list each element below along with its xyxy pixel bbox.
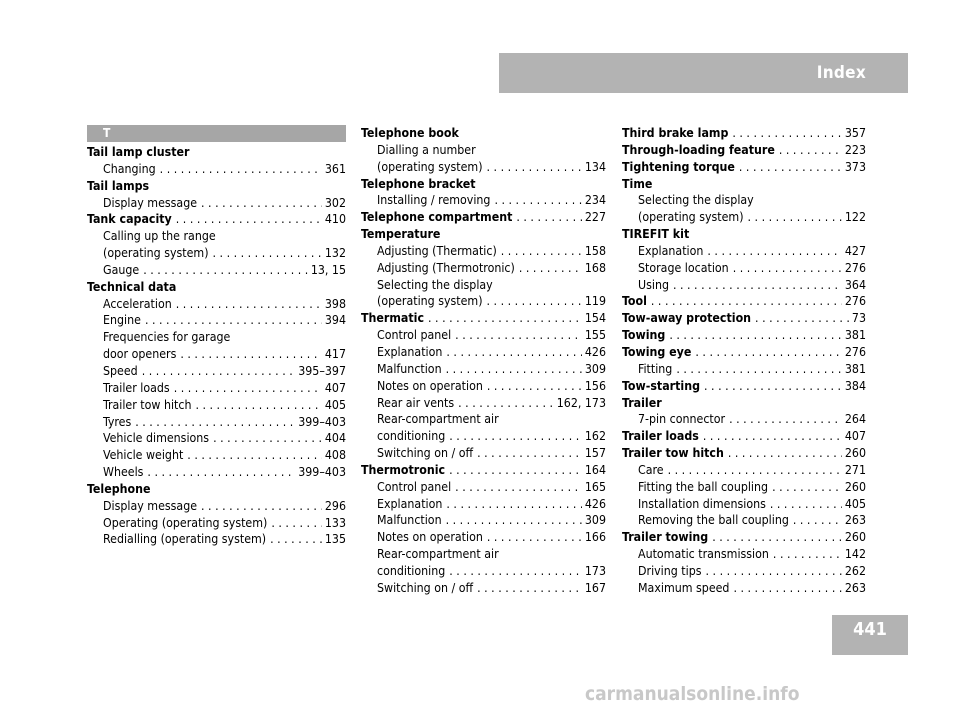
- index-entry: [361, 209, 606, 226]
- index-column-3: [622, 125, 866, 597]
- index-entry-page: 271: [844, 462, 866, 477]
- index-entry-page: 276: [844, 260, 866, 275]
- index-entry-page: 309: [584, 361, 606, 376]
- index-entry: [87, 414, 346, 431]
- leader-dots: [455, 327, 582, 344]
- index-entry-text: Tool: [622, 294, 647, 309]
- index-entry-text: Tank capacity: [87, 212, 172, 227]
- index-entry: [622, 310, 866, 327]
- leader-dots: [733, 580, 841, 597]
- index-entry: [622, 327, 866, 344]
- index-entry: [361, 496, 606, 513]
- index-entry: [622, 142, 866, 159]
- index-entry-text: (operating system): [377, 159, 483, 174]
- index-entry-page: 364: [844, 277, 866, 292]
- index-entry: [361, 125, 606, 142]
- index-entry-text: Installing / removing: [377, 193, 491, 208]
- leader-dots: [487, 293, 582, 310]
- leader-dots: [477, 580, 582, 597]
- index-entry-page: 135: [324, 532, 346, 547]
- leader-dots: [449, 462, 582, 479]
- index-entry: [361, 192, 606, 209]
- index-entry-text: Tail lamp cluster: [87, 145, 190, 159]
- index-entry: [87, 312, 346, 329]
- index-entry-text: (operating system): [638, 210, 744, 225]
- index-entry-page: 384: [844, 378, 866, 393]
- index-entry-text: Time: [622, 176, 653, 191]
- index-entry: [622, 546, 866, 563]
- index-entry: [622, 512, 866, 529]
- index-entry-page: 426: [584, 344, 606, 359]
- leader-dots: [213, 245, 322, 262]
- index-entry: [361, 546, 606, 563]
- index-entry: [622, 260, 866, 277]
- index-entry: [361, 176, 606, 193]
- index-entry-page: 426: [584, 496, 606, 511]
- index-entry-text: Vehicle dimensions: [103, 431, 210, 446]
- index-entry: [87, 447, 346, 464]
- index-entry-text: Storage location: [638, 260, 729, 275]
- index-entry: [87, 262, 346, 279]
- leader-dots: [779, 142, 842, 159]
- index-entry-page: 173: [584, 563, 606, 578]
- index-entry: [361, 310, 606, 327]
- index-entry-page: 158: [584, 243, 606, 258]
- index-entry: [361, 142, 606, 159]
- index-entry-page: 119: [584, 294, 606, 309]
- leader-dots: [668, 462, 842, 479]
- leader-dots: [733, 260, 842, 277]
- index-entry-text: Explanation: [377, 344, 443, 359]
- index-entry: [87, 245, 346, 262]
- index-entry: [622, 378, 866, 395]
- leader-dots: [271, 515, 322, 532]
- section-letter-bar: T: [87, 125, 346, 142]
- index-entry-text: (operating system): [377, 294, 483, 309]
- index-entry-text: Explanation: [377, 496, 443, 511]
- leader-dots: [732, 125, 842, 142]
- index-entry-text: Telephone compartment: [361, 210, 513, 225]
- index-entry-text: Speed: [103, 363, 138, 378]
- index-entry: [361, 327, 606, 344]
- index-entry-text: Removing the ball coupling: [638, 513, 789, 528]
- index-entry-text: Maximum speed: [638, 580, 730, 595]
- index-entry-page: 302: [324, 195, 346, 210]
- leader-dots: [180, 346, 322, 363]
- index-entry-page: 167: [584, 580, 606, 595]
- index-entry-page: 263: [844, 513, 866, 528]
- index-entry-page: 276: [844, 294, 866, 309]
- index-entry: [361, 159, 606, 176]
- index-entry: [622, 411, 866, 428]
- index-entry-text: Care: [638, 462, 664, 477]
- leader-dots: [519, 260, 582, 277]
- index-entry-text: Driving tips: [638, 563, 702, 578]
- leader-dots: [449, 563, 582, 580]
- index-entry: [87, 363, 346, 380]
- leader-dots: [176, 211, 322, 228]
- leader-dots: [772, 479, 842, 496]
- index-entry: [361, 277, 606, 294]
- leader-dots: [446, 496, 581, 513]
- index-entry: [361, 529, 606, 546]
- leader-dots: [676, 361, 842, 378]
- index-entry: [622, 192, 866, 209]
- index-entry: [622, 226, 866, 243]
- index-entry-page: 134: [584, 159, 606, 174]
- index-entry: [87, 296, 346, 313]
- index-entry-text: Third brake lamp: [622, 126, 729, 140]
- leader-dots: [673, 277, 842, 294]
- leader-dots: [477, 445, 582, 462]
- index-entry-page: 405: [324, 397, 346, 412]
- index-entry-page: 162: [584, 429, 606, 444]
- index-entry: [622, 395, 866, 412]
- index-entry: [361, 361, 606, 378]
- index-entry-page: 296: [324, 498, 346, 513]
- leader-dots: [773, 546, 842, 563]
- index-entry: [361, 411, 606, 428]
- leader-dots: [135, 414, 295, 431]
- leader-dots: [516, 209, 582, 226]
- index-entry-text: Towing eye: [622, 344, 692, 359]
- index-entry-text: Switching on / off: [377, 446, 474, 461]
- index-entry-page: 361: [324, 161, 346, 176]
- index-entry: [622, 496, 866, 513]
- index-entry: [361, 512, 606, 529]
- index-entry-text: Frequencies for garage: [103, 330, 231, 345]
- index-entry-text: door openers: [103, 347, 177, 362]
- leader-dots: [748, 209, 842, 226]
- index-entry-page: 154: [584, 311, 606, 326]
- index-entry: [87, 346, 346, 363]
- leader-dots: [213, 430, 322, 447]
- index-entry-text: Calling up the range: [103, 229, 216, 244]
- index-entry: [622, 361, 866, 378]
- index-entry-page: 399–403: [298, 414, 346, 429]
- leader-dots: [458, 395, 554, 412]
- index-entry-text: Fitting: [638, 361, 673, 376]
- index-entry-page: 133: [324, 515, 346, 530]
- index-entry-text: Selecting the display: [377, 277, 493, 292]
- index-entry-page: 399–403: [298, 465, 346, 480]
- index-entry-text: Trailer tow hitch: [103, 397, 192, 412]
- index-entry: [622, 462, 866, 479]
- page-number: 441: [853, 619, 887, 640]
- index-entry: [622, 125, 866, 142]
- index-entry-page: 404: [324, 431, 346, 446]
- index-entry-text: Technical data: [87, 279, 177, 294]
- index-entry: [87, 498, 346, 515]
- leader-dots: [147, 464, 295, 481]
- index-entry: [361, 243, 606, 260]
- index-entry-text: Telephone: [87, 481, 151, 496]
- index-entry-text: Notes on operation: [377, 378, 483, 393]
- index-entry-text: Malfunction: [377, 513, 442, 528]
- index-entry-text: Towing: [622, 328, 666, 343]
- index-entry-page: 73: [851, 311, 866, 326]
- index-entry-text: 7-pin connector: [638, 412, 726, 427]
- index-entry: [361, 563, 606, 580]
- leader-dots: [770, 496, 842, 513]
- index-entry-text: Trailer loads: [622, 429, 699, 444]
- index-entry-page: 407: [324, 380, 346, 395]
- index-entry-page: 132: [324, 246, 346, 261]
- leader-dots: [707, 243, 841, 260]
- leader-dots: [428, 310, 582, 327]
- index-entry: [622, 580, 866, 597]
- index-entry: [622, 445, 866, 462]
- index-entry: [622, 293, 866, 310]
- index-entry-text: Gauge: [103, 262, 140, 277]
- index-entry: [361, 479, 606, 496]
- index-entry-text: Rear-compartment air: [377, 547, 499, 562]
- index-entry-page: 381: [844, 361, 866, 376]
- index-entry-page: 157: [584, 446, 606, 461]
- leader-dots: [487, 378, 582, 395]
- leader-dots: [160, 161, 322, 178]
- index-entry: [87, 211, 346, 228]
- index-entry: [87, 481, 346, 498]
- index-entry-text: Thermatic: [361, 311, 425, 326]
- index-column-1: [87, 125, 346, 548]
- index-entry: [87, 178, 346, 195]
- index-entry-page: 168: [584, 260, 606, 275]
- index-entry-page: 381: [844, 328, 866, 343]
- index-entry: [87, 397, 346, 414]
- index-entry-text: Trailer loads: [103, 380, 170, 395]
- leader-dots: [651, 293, 842, 310]
- index-entry-page: 357: [844, 126, 866, 140]
- index-entry-text: Display message: [103, 498, 198, 513]
- index-entry: [87, 380, 346, 397]
- index-entry-text: TIREFIT kit: [622, 227, 690, 242]
- index-entry-page: 122: [844, 210, 866, 225]
- index-entry-page: 309: [584, 513, 606, 528]
- leader-dots: [176, 296, 322, 313]
- leader-dots: [174, 380, 322, 397]
- leader-dots: [728, 445, 842, 462]
- index-entry: [87, 228, 346, 245]
- leader-dots: [487, 529, 582, 546]
- index-entry: [622, 159, 866, 176]
- leader-dots: [449, 428, 582, 445]
- entry-list: [622, 125, 866, 597]
- index-entry-text: Acceleration: [103, 296, 172, 311]
- index-entry-page: 234: [584, 193, 606, 208]
- leader-dots: [669, 327, 842, 344]
- index-entry-text: Operating (operating system): [103, 515, 268, 530]
- index-entry-page: 373: [844, 159, 866, 174]
- index-entry-page: 410: [324, 212, 346, 227]
- index-entry-text: Rear-compartment air: [377, 412, 499, 427]
- index-entry-text: Changing: [103, 161, 156, 176]
- index-entry-text: Redialling (operating system): [103, 532, 267, 547]
- index-entry-page: 395–397: [298, 363, 346, 378]
- index-entry-page: 427: [844, 243, 866, 258]
- index-entry-text: Adjusting (Thermotronic): [377, 260, 515, 275]
- leader-dots: [187, 447, 322, 464]
- index-entry: [622, 479, 866, 496]
- leader-dots: [455, 479, 582, 496]
- index-entry-page: 227: [584, 210, 606, 225]
- leader-dots: [739, 159, 842, 176]
- index-entry: [622, 563, 866, 580]
- index-entry-text: Trailer tow hitch: [622, 446, 724, 461]
- index-entry-text: Switching on / off: [377, 580, 474, 595]
- index-entry-text: Fitting the ball coupling: [638, 479, 769, 494]
- index-entry-text: Using: [638, 277, 669, 292]
- index-entry-text: Control panel: [377, 328, 452, 343]
- leader-dots: [793, 512, 842, 529]
- index-entry-page: 264: [844, 412, 866, 427]
- index-entry-page: 223: [844, 142, 866, 157]
- index-entry-page: 398: [324, 296, 346, 311]
- index-entry-page: 13, 15: [310, 262, 346, 277]
- index-entry: [87, 531, 346, 548]
- index-entry-text: Through-loading feature: [622, 142, 775, 157]
- index-entry-text: Automatic transmission: [638, 547, 769, 562]
- index-entry: [87, 515, 346, 532]
- index-column-2: [361, 125, 606, 597]
- index-entry-page: 407: [844, 429, 866, 444]
- index-entry-page: 417: [324, 347, 346, 362]
- leader-dots: [703, 428, 842, 445]
- index-entry-text: Tow-starting: [622, 378, 701, 393]
- index-entry-page: 276: [844, 344, 866, 359]
- index-entry-text: (operating system): [103, 246, 209, 261]
- index-entry-page: 162, 173: [556, 395, 606, 410]
- index-entry: [622, 428, 866, 445]
- index-entry: [361, 260, 606, 277]
- index-entry: [622, 529, 866, 546]
- index-entry-page: 260: [844, 479, 866, 494]
- entry-list: [361, 125, 606, 597]
- index-entry-page: 263: [844, 580, 866, 595]
- page-number-box: [832, 615, 908, 655]
- index-entry-text: Dialling a number: [377, 142, 476, 157]
- index-entry-text: Malfunction: [377, 361, 442, 376]
- index-entry: [361, 226, 606, 243]
- leader-dots: [755, 310, 849, 327]
- leader-dots: [446, 512, 582, 529]
- leader-dots: [706, 563, 842, 580]
- leader-dots: [142, 363, 296, 380]
- index-entry-text: conditioning: [377, 429, 446, 444]
- index-entry-page: 156: [584, 378, 606, 393]
- index-entry-page: 155: [584, 328, 606, 343]
- index-entry-page: 260: [844, 530, 866, 545]
- index-entry: [622, 344, 866, 361]
- index-entry: [87, 464, 346, 481]
- index-entry-text: Telephone bracket: [361, 176, 476, 191]
- header-bar: [499, 53, 908, 93]
- index-entry: [87, 279, 346, 296]
- index-entry: [622, 243, 866, 260]
- index-entry: [361, 293, 606, 310]
- index-entry-text: Tyres: [103, 414, 132, 429]
- index-entry: [87, 329, 346, 346]
- index-entry-text: Engine: [103, 313, 141, 328]
- index-entry: [87, 430, 346, 447]
- index-entry: [87, 144, 346, 161]
- leader-dots: [695, 344, 841, 361]
- index-entry: [361, 428, 606, 445]
- leader-dots: [270, 531, 322, 548]
- leader-dots: [201, 498, 322, 515]
- index-entry-text: Explanation: [638, 243, 704, 258]
- index-entry-text: Wheels: [103, 465, 144, 480]
- index-entry-page: 166: [584, 530, 606, 545]
- index-entry-text: Thermotronic: [361, 462, 446, 477]
- index-entry-text: Trailer: [622, 395, 662, 410]
- index-entry: [361, 395, 606, 412]
- leader-dots: [145, 312, 322, 329]
- leader-dots: [494, 192, 581, 209]
- index-entry: [622, 176, 866, 193]
- index-entry-text: Temperature: [361, 227, 441, 242]
- index-entry-text: Installation dimensions: [638, 496, 766, 511]
- leader-dots: [729, 411, 842, 428]
- index-entry-text: conditioning: [377, 563, 446, 578]
- index-entry-page: 260: [844, 446, 866, 461]
- index-entry-text: Telephone book: [361, 126, 459, 140]
- index-entry: [622, 277, 866, 294]
- leader-dots: [195, 397, 321, 414]
- leader-dots: [446, 344, 581, 361]
- index-entry-page: 405: [844, 496, 866, 511]
- index-entry-text: Control panel: [377, 479, 452, 494]
- page-title: Index: [816, 63, 866, 83]
- index-entry: [361, 344, 606, 361]
- index-entry-page: 165: [584, 479, 606, 494]
- index-entry-text: Selecting the display: [638, 193, 754, 208]
- index-entry-text: Tightening torque: [622, 159, 735, 174]
- index-entry-text: Vehicle weight: [103, 448, 184, 463]
- index-entry: [87, 195, 346, 212]
- index-entry-text: Adjusting (Thermatic): [377, 243, 497, 258]
- index-entry-page: 262: [844, 563, 866, 578]
- leader-dots: [501, 243, 582, 260]
- leader-dots: [704, 378, 842, 395]
- index-entry-text: Tow-away protection: [622, 311, 752, 326]
- index-entry-text: Display message: [103, 195, 198, 210]
- leader-dots: [712, 529, 842, 546]
- index-entry-text: Notes on operation: [377, 530, 483, 545]
- index-entry-page: 394: [324, 313, 346, 328]
- index-entry: [361, 445, 606, 462]
- index-entry-text: Rear air vents: [377, 395, 455, 410]
- index-entry: [361, 378, 606, 395]
- index-entry: [361, 580, 606, 597]
- leader-dots: [201, 195, 322, 212]
- index-entry-page: 408: [324, 448, 346, 463]
- leader-dots: [487, 159, 582, 176]
- index-entry-page: 142: [844, 547, 866, 562]
- watermark: carmanualsonline.info: [585, 683, 800, 705]
- leader-dots: [143, 262, 308, 279]
- index-entry: [361, 462, 606, 479]
- index-entry-page: 164: [584, 462, 606, 477]
- entry-list: [87, 144, 346, 548]
- index-entry: [622, 209, 866, 226]
- leader-dots: [446, 361, 582, 378]
- index-entry: [87, 161, 346, 178]
- index-entry-text: Tail lamps: [87, 178, 150, 193]
- index-entry-text: Trailer towing: [622, 530, 709, 545]
